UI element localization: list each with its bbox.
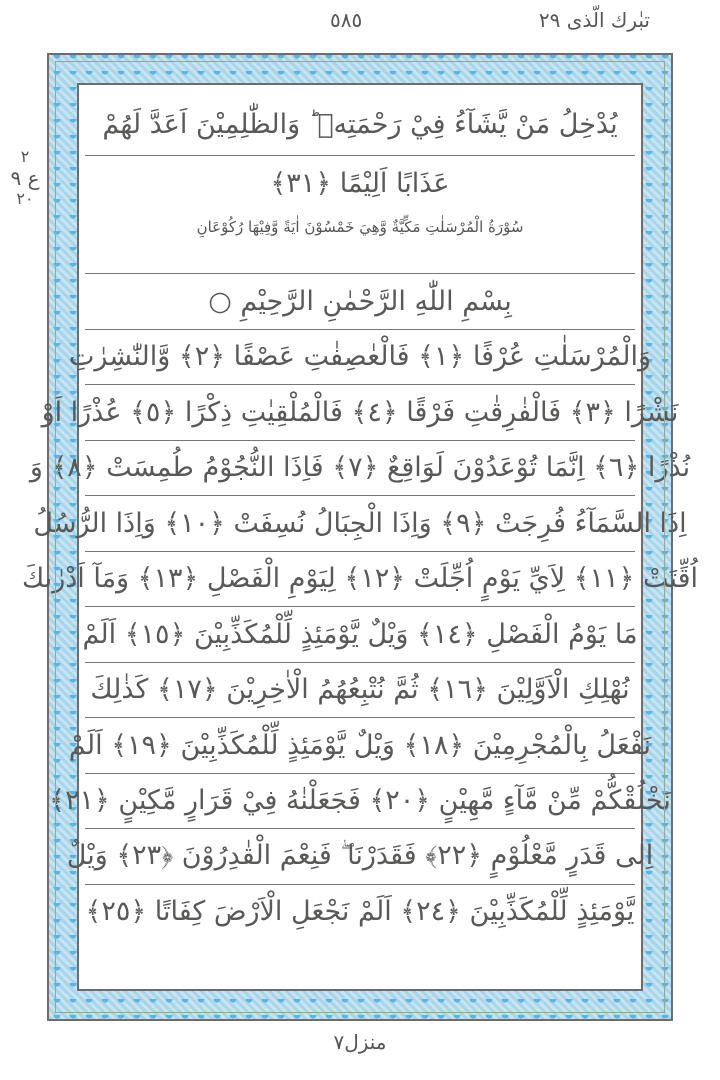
verse-line: نُهْلِكِ الْاَوَّلِيْنَ ﴿١٦﴾ ثُمَّ نُتْبِعُهُمُ الْاٰخِرِيْنَ ﴿١٧﴾ كَذٰلِكَ: [90, 674, 630, 706]
verse-line: عَذَابًا اَلِيْمًا ﴿٣١﴾: [270, 167, 450, 199]
ruku-marker: [10, 148, 40, 208]
verse-line: يَّوْمَئِذٍ لِّلْمُكَذِّبِيْنَ ﴿٢٤﴾ اَلَمْ نَجْعَلِ الْاَرْضَ كِفَاتًا ﴿٢٥﴾: [85, 896, 635, 928]
verse-line: نَشْرًا ﴿٣﴾ فَالْفٰرِقٰتِ فَرْقًا ﴿٤﴾ فَالْمُلْقِيٰتِ ذِكْرًا ﴿٥﴾ عُذْرًا اَوْ: [41, 396, 679, 428]
ruku-marker-bottom: ٢٠: [16, 189, 34, 208]
verse-line: وَالْمُرْسَلٰتِ عُرْفًا ﴿١﴾ فَالْعٰصِفٰتِ عَصْفًا ﴿٢﴾ وَّالنّٰشِرٰتِ: [68, 341, 651, 373]
manzil-footer: منزل٧: [333, 1030, 387, 1054]
ruku-marker-middle: ع ٩: [10, 166, 40, 190]
line-divider: [85, 155, 635, 156]
verse-line: نُذْرًا ﴿٦﴾ اِنَّمَا تُوْعَدُوْنَ لَوَاقِعٌ ﴿٧﴾ فَاِذَا النُّجُوْمُ طُمِسَتْ ﴿٨﴾ وَ: [29, 452, 691, 484]
ruku-marker-top: ٢: [20, 147, 30, 166]
verse-line: مَا يَوْمُ الْفَصْلِ ﴿١٤﴾ وَيْلٌ يَّوْمَئِذٍ لِّلْمُكَذِّبِيْنَ ﴿١٥﴾ اَلَمْ: [82, 618, 638, 650]
verse-line: اِلٰى قَدَرٍ مَّعْلُوْمٍ ﴿٢٢﴾ فَقَدَرْنَا ۖ فَنِعْمَ الْقٰدِرُوْنَ ﴿٢٣﴾ وَيْلٌ: [66, 840, 654, 872]
verse-line: يُدْخِلُ مَنْ يَّشَآءُ فِيْ رَحْمَتِهٖ ؕ وَالظّٰلِمِيْنَ اَعَدَّ لَهُمْ: [102, 108, 618, 140]
verse-line: نَخْلُقْكُّمْ مِّنْ مَّآءٍ مَّهِيْنٍ ﴿٢٠﴾ فَجَعَلْنٰهُ فِيْ قَرَارٍ مَّكِيْنٍ ﴿٢١﴾: [49, 785, 671, 817]
juz-title: تبٰرك الّذى ٢٩: [538, 8, 650, 32]
verse-line: نَفْعَلُ بِالْمُجْرِمِيْنَ ﴿١٨﴾ وَيْلٌ يَّوْمَئِذٍ لِّلْمُكَذِّبِيْنَ ﴿١٩﴾ اَلَمْ: [68, 729, 652, 761]
bismillah-line: بِسْمِ اللّٰهِ الرَّحْمٰنِ الرَّحِيْمِ ○: [208, 285, 512, 317]
page-number: ٥٨٥: [330, 8, 363, 32]
verse-line: اُقِّتَتْ ﴿١١﴾ لِاَيِّ يَوْمٍ اُجِّلَتْ ﴿١٢﴾ لِيَوْمِ الْفَصْلِ ﴿١٣﴾ وَمَآ اَدْرٰىكَ: [21, 563, 699, 595]
verse-line: اِذَا السَّمَآءُ فُرِجَتْ ﴿٩﴾ وَاِذَا الْجِبَالُ نُسِفَتْ ﴿١٠﴾ وَاِذَا الرُّسُلُ: [33, 507, 687, 539]
surah-header: سُوْرَةُ الْمُرْسَلٰتِ مَكِّيَّةٌ وَّهِيَ خَمْسُوْنَ اٰيَةً وَّفِيْهَا رُكُوْعَانِ: [196, 218, 524, 236]
